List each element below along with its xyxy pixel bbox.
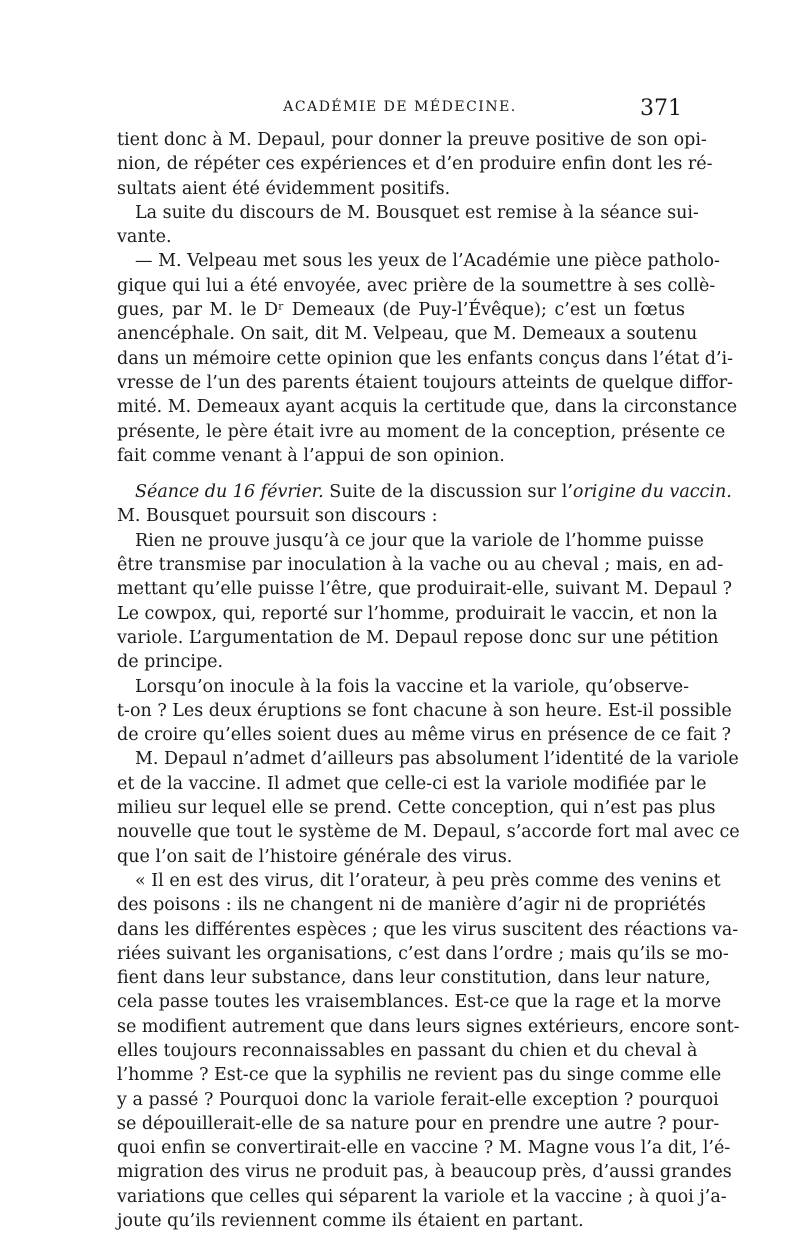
text-line: variations que celles qui séparent la variole et la vaccine ; à quoi j’a- [117, 1186, 727, 1207]
paragraph [117, 675, 732, 748]
text-line: dans les différentes espèces ; que les virus suscitent des réactions va- [117, 919, 739, 940]
text-line: tient donc à M. Depaul, pour donner la preuve positive de son opi- [117, 130, 707, 150]
text-line: joute qu’ils reviennent comme ils étaient en partant. [117, 1211, 584, 1232]
text-line: riées suivant les organisations, c’est dans l’ordre ; mais qu’ils se mo- [117, 943, 729, 964]
text-line: quoi enfin se convertirait-elle en vaccine ? M. Magne vous l’a dit, l’é- [117, 1138, 731, 1159]
text-line: mettant qu’elle puisse l’être, que produirait-elle, suivant M. Depaul ? [117, 579, 733, 600]
text-line: Lorsqu’on inocule à la fois la vaccine et la variole, qu’observe- [135, 676, 690, 697]
text-line: sultats aient été évidemment positifs. [117, 178, 451, 199]
text-line: Séance du 16 février. Suite de la discussion sur l’origine du vaccin. [135, 482, 732, 503]
paragraph [117, 128, 713, 201]
text-line: mité. M. Demeaux ayant acquis la certitude que, dans la circonstance [117, 397, 738, 418]
text-line: M. Depaul n’admet d’ailleurs pas absolument l’identité de la variole [135, 749, 739, 770]
running-head: ACADÉMIE DE MÉDECINE. [283, 99, 517, 115]
text-line: présente, le père était ivre au moment de la conception, présente ce [117, 421, 726, 442]
paragraph [117, 480, 732, 529]
paragraph [117, 529, 733, 675]
text-line: elles toujours reconnaissables en passant du chien et du cheval à [117, 1040, 698, 1061]
text-line: t-on ? Les deux éruptions se font chacune à son heure. Est-il possible [117, 700, 732, 721]
page-header [118, 96, 682, 124]
text-line: M. Bousquet poursuit son discours : [117, 506, 438, 527]
paragraph [117, 747, 740, 868]
page-number: 371 [640, 96, 682, 121]
text-line: dans un mémoire cette opinion que les enfants conçus dans l’état d’i- [117, 348, 734, 369]
text-line: y a passé ? Pourquoi donc la variole ferait-elle exception ? pourquoi [117, 1089, 719, 1110]
text-line: que l’on sait de l’histoire générale des virus. [117, 846, 513, 867]
text-line: l’homme ? Est-ce que la syphilis ne revient pas du singe comme elle [117, 1065, 722, 1086]
text-line: « Il en est des virus, dit l’orateur, à peu près comme des venins et [135, 870, 721, 891]
text-line: anencéphale. On sait, dit M. Velpeau, que M. Demeaux a soutenu [117, 324, 698, 345]
text-line: se dépouillerait-elle de sa nature pour en prendre une autre ? pour- [117, 1113, 720, 1134]
text-line: être transmise par inoculation à la vache ou au cheval ; mais, en ad- [117, 555, 724, 576]
text-line: gues, par M. le Dʳ Demeaux (de Puy-l’Évêque); c’est un fœtus [117, 300, 685, 321]
paragraph [117, 869, 740, 1233]
text-line: nion, de répéter ces expériences et d’en produire enfin dont les ré- [117, 154, 713, 175]
text-line: et de la vaccine. Il admet que celle-ci est la variole modifiée par le [117, 773, 707, 794]
text-line: fait comme venant à l’appui de son opinion. [117, 445, 505, 466]
text-line: migration des virus ne produit pas, à beaucoup près, d’aussi grandes [117, 1162, 732, 1183]
text-line: de principe. [117, 652, 224, 673]
text-line: se modifient autrement que dans leurs signes extérieurs, encore sont- [117, 1016, 740, 1037]
text-line: gique qui lui a été envoyée, avec prière de la soumettre à ses collè- [117, 275, 716, 296]
text-line: La suite du discours de M. Bousquet est remise à la séance sui- [135, 202, 699, 223]
text-line: de croire qu’elles soient dues au même virus en présence de ce fait ? [117, 725, 732, 746]
text-line: cela passe toutes les vraisemblances. Est-ce que la rage et la morve [117, 992, 722, 1013]
section-gap [117, 468, 685, 480]
body-text [117, 128, 740, 1233]
text-line: des poisons : ils ne changent ni de manière d’agir ni de propriétés [117, 895, 706, 916]
text-line: vante. [117, 227, 172, 248]
text-line: Le cowpox, qui, reporté sur l’homme, produirait le vaccin, et non la [117, 603, 718, 624]
text-line: — M. Velpeau met sous les yeux de l’Académie une pièce patholo- [135, 251, 720, 272]
text-line: nouvelle que tout le système de M. Depaul, s’accorde fort mal avec ce [117, 822, 740, 843]
text-line: variole. L’argumentation de M. Depaul repose donc sur une pétition [117, 627, 719, 648]
paragraph [117, 201, 699, 250]
paragraph [117, 249, 738, 468]
text-line: vresse de l’un des parents étaient toujours atteints de quelque diffor- [117, 372, 734, 393]
text-line: fient dans leur substance, dans leur constitution, dans leur nature, [117, 968, 711, 989]
text-line: Rien ne prouve jusqu’à ce jour que la variole de l’homme puisse [135, 530, 704, 551]
text-line: milieu sur lequel elle se prend. Cette conception, qui n’est pas plus [117, 798, 716, 819]
